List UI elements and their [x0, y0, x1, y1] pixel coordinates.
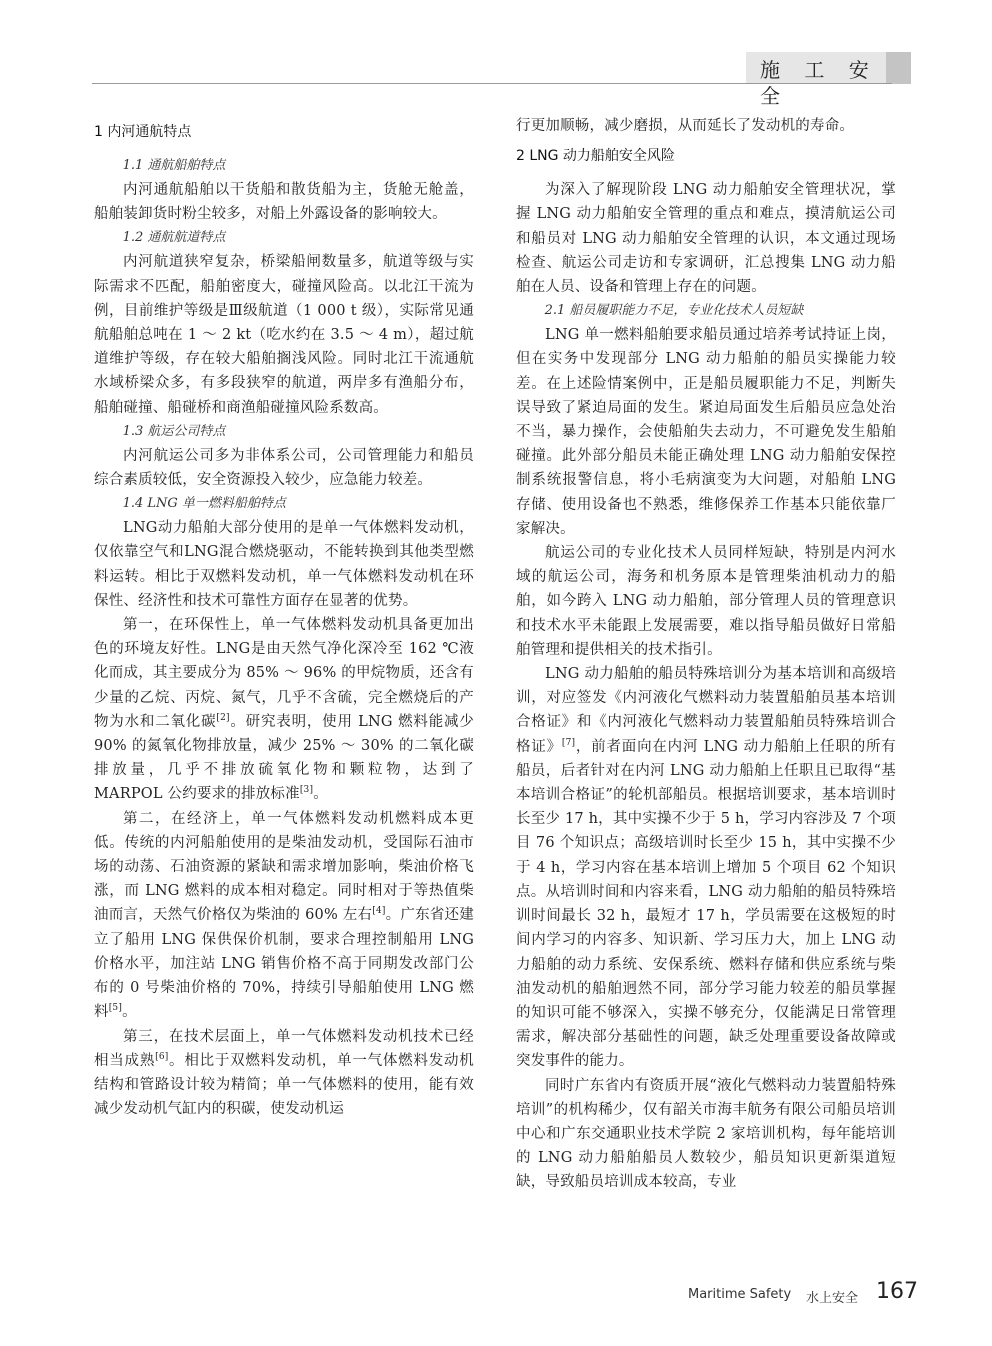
- paragraph: 航运公司的专业化技术人员同样短缺，特别是内河水域的航运公司，海务和机务原本是管理柴油机动力的船舶，如今跨入 LNG 动力船舶，部分管理人员的管理意识和技术水平未能跟上发展需要，难以指导船员做好日常船舶管理和提供相关的技术指引。: [516, 545, 896, 658]
- subsection-1-1-heading: 1.1 通航船舶特点: [122, 158, 226, 173]
- citation-ref: [2]: [216, 713, 230, 724]
- header-rule: [92, 83, 892, 84]
- right-column: [516, 114, 896, 1195]
- subsection-1-2-heading: 1.2 通航航道特点: [122, 230, 226, 246]
- page-footer: [688, 1279, 918, 1309]
- citation-ref: [7]: [561, 737, 576, 748]
- paragraph: 内河航道狭窄复杂，桥梁船闸数量多，航道等级与实际需求不匹配，船舶密度大，碰撞风险高。以北江干流为例，目前维护等级是Ⅲ级航道（1 000 t 级），实际常见通航船舶总吨在 1 ～ 2 kt（吃水约在 3.5 ～ 4 m），超过航道维护等级，存在较大船舶搁浅风险。同时北江干流通航水域桥梁众多，有多段狭窄的航道，两岸多有渔船分布，船舶碰撞、船碰桥和商渔船碰撞风险系数高。: [94, 254, 474, 416]
- paragraph-text: 第三，在技术层面上，单一气体燃料发动机技术已经相当成熟: [94, 1028, 474, 1069]
- paragraph: 同时广东省内有资质开展“液化气燃料动力装置船特殊培训”的机构稀少，仅有韶关市海丰航务有限公司船员培训中心和广东交通职业技术学院 2 家培训机构，每年能培训的 LNG 动力船舶船员人数较少，船员知识更新渠道短缺，导致船员培训成本较高，专业: [516, 1077, 896, 1191]
- paragraph-text: 。相比于双燃料发动机，单一气体燃料发动机结构和管路设计较为精简；单一气体燃料的使用，能有效减少发动机气缸内的积碳，使发动机运: [94, 1052, 474, 1118]
- citation-ref: [5]: [108, 1003, 123, 1014]
- page-number: 167: [876, 1279, 918, 1304]
- paragraph: [94, 1025, 474, 1122]
- paragraph-text: 第一，在环保性上，单一气体燃料发动机具备更加出色的环境友好性。LNG是由天然气净化深冷至 162 ℃液化而成，其主要成分为 85% ～ 96% 的甲烷物质，还含有少量的乙烷、丙烷、氮气，几乎不含硫，完全燃烧后的产物为水和二氧化碳: [94, 617, 474, 730]
- subsection-1-4-heading: 1.4 LNG 单一燃料船舶特点: [122, 496, 286, 512]
- paragraph: 内河通航船舶以干货船和散货船为主，货舱无舱盖，船舶装卸货时粉尘较多，对船上外露设备的影响较大。: [94, 182, 474, 223]
- left-column: [94, 114, 474, 1121]
- paragraph: [94, 807, 474, 1025]
- section-2-heading: 2 LNG 动力船舶安全风险: [516, 148, 675, 165]
- paragraph: [94, 613, 474, 807]
- paragraph: 为深入了解现阶段 LNG 动力船舶安全管理状况，掌握 LNG 动力船舶安全管理的重点和难点，摸清航运公司和船员对 LNG 动力船舶安全管理的认识，本文通过现场检查、航运公司走访和专家调研，汇总搜集 LNG 动力船舶在人员、设备和管理上存在的问题。: [516, 182, 896, 296]
- journal-name-cn: 水上安全: [806, 1291, 859, 1306]
- subsection-1-3-heading: 1.3 航运公司特点: [122, 423, 226, 439]
- paragraph-text: 第二，在经济上，单一气体燃料发动机燃料成本更低。传统的内河船舶使用的是柴油发动机，受国际石油市场的动荡、石油资源的紧缺和需求增加影响，柴油价格飞涨，而 LNG 燃料的成本相对稳定。同时相对于等热值柴油而言，天然气价格仅为柴油的 60% 左右: [94, 810, 474, 924]
- paragraph: [516, 662, 896, 1073]
- paragraph-text: 。广东省还建立了船用 LNG 保供保价机制，要求合理控制船用 LNG 价格水平，加注站 LNG 销售价格不高于同期发改部门公布的 0 号柴油价格的 70%，持续引导船舶使用 LNG 燃料: [94, 907, 474, 1021]
- citation-ref: [6]: [155, 1051, 169, 1062]
- paragraph-text: LNG 动力船舶的船员特殊培训分为基本培训和高级培训，对应签发《内河液化气燃料动力装置船舶员基本培训合格证》和《内河液化气燃料动力装置船舶员特殊培训合格证》: [516, 666, 896, 755]
- paragraph-text: 。: [313, 786, 328, 803]
- citation-ref: [3]: [299, 785, 314, 796]
- paragraph: LNG 单一燃料船舶要求船员通过培养考试持证上岗，但在实务中发现部分 LNG 动力船舶的船员实操能力较差。在上述险情案例中，正是船员履职能力不足，判断失误导致了紧迫局面的发生。紧迫局面发生后船员应急处治不当，暴力操作，会使船舶失去动力，不可避免发生船舶碰撞。此外部分船员未能正确处理 LNG 动力船舶安保控制系统报警信息，将小毛病演变为大问题，对船舶 LNG 存储、使用设备也不熟悉，维修保养工作基本只能依靠厂家解决。: [516, 327, 896, 537]
- paragraph: LNG动力船舶大部分使用的是单一气体燃料发动机，仅依靠空气和LNG混合燃烧驱动，不能转换到其他类型燃料运转。相比于双燃料发动机，单一气体燃料发动机在环保性、经济性和技术可靠性方面存在显著的优势。: [94, 520, 474, 609]
- paragraph-continued: 行更加顺畅，减少磨损，从而延长了发动机的寿命。: [516, 118, 855, 134]
- journal-name-en: Maritime Safety: [688, 1287, 792, 1302]
- subsection-2-1-heading: 2.1 船员履职能力不足，专业化技术人员短缺: [544, 303, 804, 319]
- section-header-title: 施 工 安 全: [760, 58, 878, 108]
- header-accent-bar: [886, 52, 911, 84]
- paragraph-text: ，前者面向在内河 LNG 动力船舶上任职的所有船员，后者针对在内河 LNG 动力船舶上任职且已取得“基本培训合格证”的轮机部船员。根据培训要求，基本培训时长至少 17 h，其中实操不少于 5 h，学习内容涉及 7 个项目 76 个知识点；高级培训时长至少 15 h，其中实操不少于 4 h，学习内容在基本培训上增加 5 个项目 62 个知识点。从培训时间和内容来看，LNG 动力船舶的船员特殊培训时间最长 32 h，最短才 17 h，学员需要在这极短的时间内学习的内容多、知识新、学习压力大，加上 LNG 动力船舶的动力系统、安保系统、燃料存储和供应系统与柴油发动机的船舶迥然不同，部分学习能力较差的船员掌握的知识可能不够深入，实操不够充分，仅能满足日常管理需求，解决部分基础性的问题，缺乏处理重要设备故障或突发事件的能力。: [516, 738, 896, 1070]
- section-1-heading: 1 内河通航特点: [94, 124, 192, 140]
- paragraph-text: 。: [122, 1004, 137, 1021]
- paragraph-text: 。研究表明，使用 LNG 燃料能减少 90% 的氮氧化物排放量，减少 25% ～ 30% 的二氧化碳排放量，几乎不排放硫氧化物和颗粒物，达到了 MARPOL 公约要求的排放标准: [94, 713, 474, 803]
- citation-ref: [4]: [372, 906, 386, 917]
- paragraph: 内河航运公司多为非体系公司，公司管理能力和船员综合素质较低，安全资源投入较少，应急能力较差。: [94, 447, 474, 489]
